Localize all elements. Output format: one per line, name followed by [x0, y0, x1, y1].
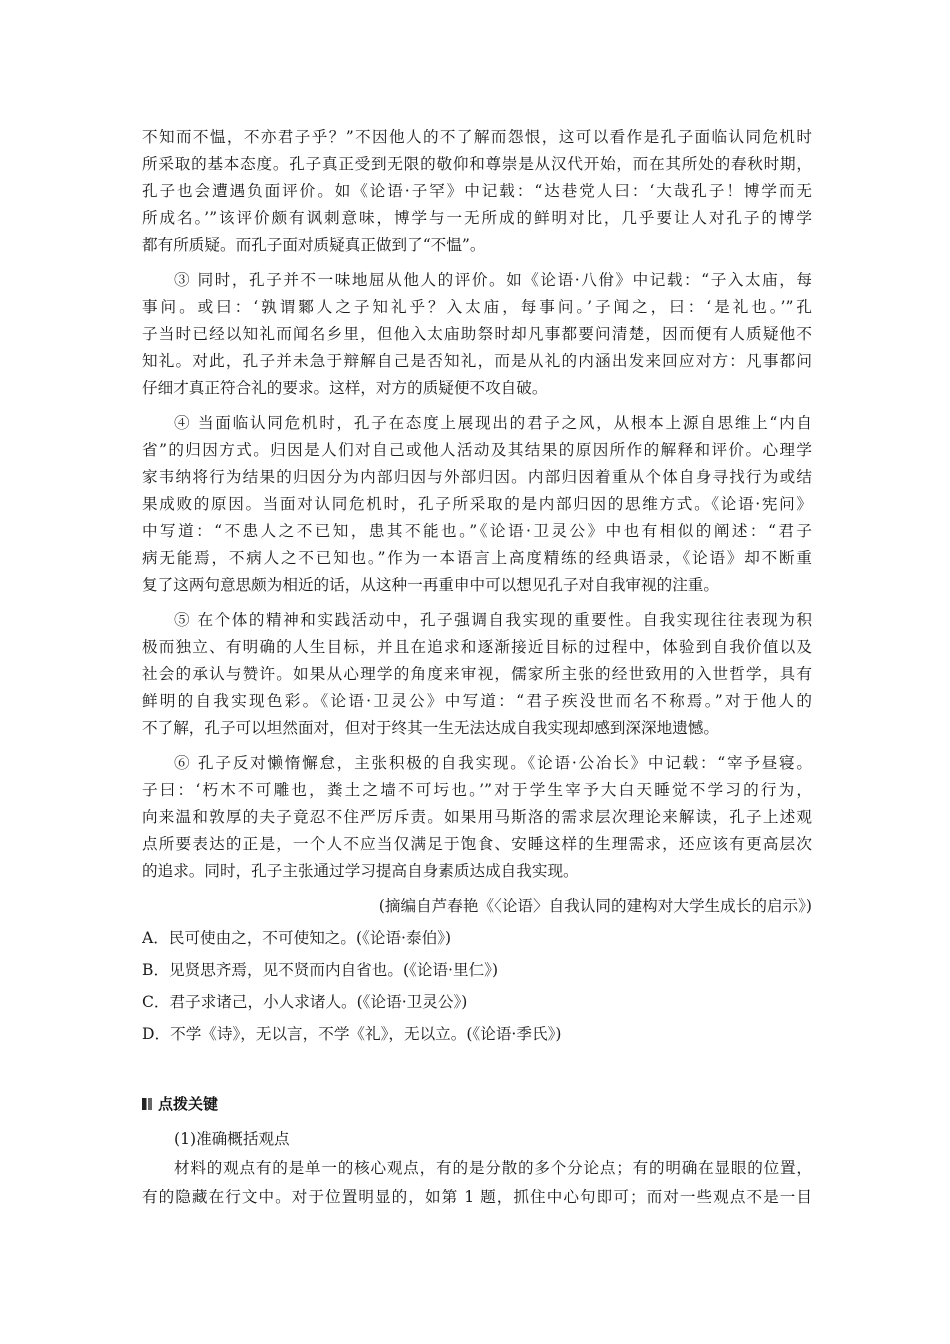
text-line: 向来温和敦厚的夫子竟忍不住严厉斥责。如果用马斯洛的需求层次理论来解读，孔子上述观	[142, 808, 812, 826]
text-line: 中写道：“不患人之不已知，患其不能也。”《论语·卫灵公》中也有相似的阐述：“君子	[142, 522, 812, 540]
text-line: 知礼。对此，孔子并未急于辩解自己是否知礼，而是从礼的内涵出发来回应对方：凡事都问	[142, 352, 812, 370]
text-line: 病无能焉，不病人之不已知也。”作为一本语言上高度精练的经典语录，《论语》却不断重	[142, 549, 812, 567]
text-line: 省”的归因方式。归因是人们对自己或他人活动及其结果的原因所作的解释和评价。心理学	[142, 441, 812, 459]
text-line: 都有所质疑。而孔子面对质疑真正做到了“不愠”。	[142, 236, 486, 254]
text-line: 不了解，孔子可以坦然面对，但对于终其一生无法达成自我实现却感到深深地遗憾。	[142, 719, 719, 737]
paragraph-4-start: ④ 当面临认同危机时，孔子在态度上展现出的君子之风，从根本上源自思维上“内自	[174, 414, 812, 432]
text-line: 所采取的基本态度。孔子真正受到无限的敬仰和尊崇是从汉代开始，而在其所处的春秋时期，	[142, 155, 812, 173]
option-c: C．君子求诸己，小人求诸人。(《论语·卫灵公》)	[142, 993, 468, 1011]
section-marker-icon	[142, 1098, 152, 1110]
paragraph-3-start: ③ 同时，孔子并不一味地屈从他人的评价。如《论语·八佾》中记载：“子入太庙，每	[174, 271, 812, 289]
text-line: 果成败的原因。当面对认同危机时，孔子所采取的是内部归因的思维方式。《论语·宪问》	[142, 495, 812, 513]
text-line: 社会的承认与赞许。如果从心理学的角度来审视，儒家所主张的经世致用的入世哲学，具有	[142, 665, 812, 683]
text-line: 点所要表达的正是，一个人不应当仅满足于饱食、安睡这样的生理需求，还应该有更高层次	[142, 835, 812, 853]
subheading: (1)准确概括观点	[174, 1130, 290, 1148]
section-heading	[142, 1093, 218, 1115]
option-a: A．民可使由之，不可使知之。(《论语·泰伯》)	[142, 929, 452, 947]
text-line: 材料的观点有的是单一的核心观点，有的是分散的多个分论点；有的明确在显眼的位置，	[174, 1159, 812, 1177]
paragraph-6-start: ⑥ 孔子反对懒惰懈怠，主张积极的自我实现。《论语·公冶长》中记载：“宰予昼寝。	[174, 754, 812, 772]
option-b: B．见贤思齐焉，见不贤而内自省也。(《论语·里仁》)	[142, 961, 499, 979]
text-line: 家韦纳将行为结果的归因分为内部归因与外部归因。内部归因着重从个体自身寻找行为或结	[142, 468, 812, 486]
section-title: 点拨关键	[158, 1095, 219, 1113]
paragraph-5-start: ⑤ 在个体的精神和实践活动中，孔子强调自我实现的重要性。自我实现往往表现为积	[174, 611, 812, 629]
text-line: 有的隐藏在行文中。对于位置明显的，如第 1 题，抓住中心句即可；而对一些观点不是一目	[142, 1188, 812, 1206]
text-line: 事问。或曰：‘孰谓鄹人之子知礼乎？入太庙，每事问。’子闻之，曰：‘是礼也。’”孔	[142, 298, 812, 316]
source-citation: (摘编自芦春艳《〈论语〉自我认同的建构对大学生成长的启示》)	[378, 897, 812, 915]
option-d: D．不学《诗》，无以言，不学《礼》，无以立。(《论语·季氏》)	[142, 1025, 562, 1043]
text-line: 所成名。’”该评价颇有讽刺意味，博学与一无所成的鲜明对比，几乎要让人对孔子的博学	[142, 209, 812, 227]
text-line: 鲜明的自我实现色彩。《论语·卫灵公》中写道：“君子疾没世而名不称焉。”对于他人的	[142, 692, 812, 710]
text-line: 不知而不愠，不亦君子乎？”不因他人的不了解而怨恨，这可以看作是孔子面临认同危机时	[142, 128, 812, 146]
text-line: 的追求。同时，孔子主张通过学习提高自身素质达成自我实现。	[142, 862, 579, 880]
text-line: 子当时已经以知礼而闻名乡里，但他入太庙助祭时却凡事都要问清楚，因而便有人质疑他不	[142, 325, 812, 343]
text-line: 仔细才真正符合礼的要求。这样，对方的质疑便不攻自破。	[142, 379, 548, 397]
text-line: 子曰：‘朽木不可雕也，粪土之墙不可圬也。’”对于学生宰予大白天睡觉不学习的行为，	[142, 781, 812, 799]
text-line: 复了这两句意思颇为相近的话，从这种一再重申中可以想见孔子对自我审视的注重。	[142, 576, 719, 594]
text-line: 极而独立、有明确的人生目标，并且在追求和逐渐接近目标的过程中，体验到自我价值以及	[142, 638, 812, 656]
text-line: 孔子也会遭遇负面评价。如《论语·子罕》中记载：“达巷党人曰：‘大哉孔子！博学而无	[142, 182, 812, 200]
